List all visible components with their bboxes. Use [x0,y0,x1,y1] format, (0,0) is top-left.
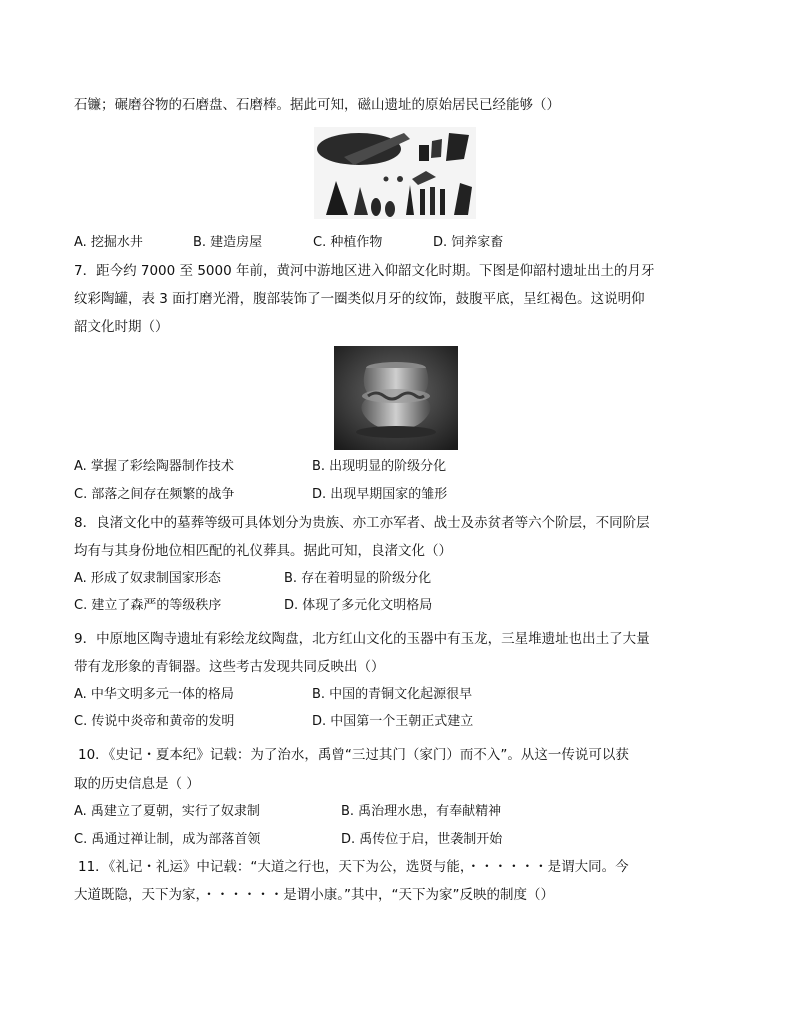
q6-option-d[interactable]: D. 饲养家畜 [433,235,504,250]
q6-stem-tail: 石镰；碾磨谷物的石磨盘、石磨棒。据此可知，磁山遗址的原始居民已经能够（） [74,97,560,113]
q8-option-d[interactable]: D. 体现了多元化文明格局 [284,598,433,613]
q7-option-a[interactable]: A. 掌握了彩绘陶器制作技术 [74,459,234,474]
q8-stem-line-2: 均有与其身份地位相匹配的礼仪葬具。据此可知，良渚文化（） [74,543,452,559]
q10-option-b[interactable]: B. 禹治理水患，有奉献精神 [341,804,502,819]
q8-option-b[interactable]: B. 存在着明显的阶级分化 [284,571,432,586]
q6-option-b[interactable]: B. 建造房屋 [193,235,263,250]
q9-option-c[interactable]: C. 传说中炎帝和黄帝的发明 [74,714,235,729]
q8-option-a[interactable]: A. 形成了奴隶制国家形态 [74,571,221,586]
q8-stem-line-1: 8．良渚文化中的墓葬等级可具体划分为贵族、亦工亦军者、战士及赤贫者等六个阶层，不同阶层 [74,515,650,531]
q9-stem-line-1: 9．中原地区陶寺遗址有彩绘龙纹陶盘，北方红山文化的玉器中有玉龙，三星堆遗址也出土了大量 [74,631,650,647]
q9-option-b[interactable]: B. 中国的青铜文化起源很早 [312,687,473,702]
q10-stem-line-2: 取的历史信息是（ ） [74,776,200,792]
q9-option-a[interactable]: A. 中华文明多元一体的格局 [74,687,234,702]
q7-option-b[interactable]: B. 出现明显的阶级分化 [312,459,447,474]
painted-pottery-jar-image [334,346,458,450]
q6-option-a[interactable]: A. 挖掘水井 [74,235,143,250]
q11-stem-line-1: 11．《礼记・礼运》中记载：“大道之行也，天下为公，选贤与能，・・・・・・是谓大同。今 [78,859,629,875]
q10-stem-line-1: 10．《史记・夏本纪》记载：为了治水，禹曾“三过其门（家门）而不入”。从这一传说可以获 [78,747,629,763]
q7-stem-line-3: 韶文化时期（） [74,319,169,335]
q9-stem-line-2: 带有龙形象的青铜器。这些考古发现共同反映出（） [74,659,385,675]
q9-option-d[interactable]: D. 中国第一个王朝正式建立 [312,714,474,729]
q7-stem-line-2: 纹彩陶罐，表 3 面打磨光滑，腹部装饰了一圈类似月牙的纹饰，鼓腹平底，呈红褐色。这说明仰 [74,291,645,307]
q7-stem-line-1: 7．距今约 7000 至 5000 年前，黄河中游地区进入仰韶文化时期。下图是仰韶村遗址出土的月牙 [74,263,655,279]
q7-option-c[interactable]: C. 部落之间存在频繁的战争 [74,487,235,502]
q11-stem-line-2: 大道既隐，天下为家，・・・・・・是谓小康。”其中，“天下为家”反映的制度（） [74,887,554,903]
q7-option-d[interactable]: D. 出现早期国家的雏形 [312,487,448,502]
q10-option-a[interactable]: A. 禹建立了夏朝，实行了奴隶制 [74,804,260,819]
stone-tools-image [314,127,476,219]
q10-option-c[interactable]: C. 禹通过禅让制，成为部落首领 [74,832,261,847]
q8-option-c[interactable]: C. 建立了森严的等级秩序 [74,598,222,613]
q6-option-c[interactable]: C. 种植作物 [313,235,383,250]
q10-option-d[interactable]: D. 禹传位于启，世袭制开始 [341,832,503,847]
